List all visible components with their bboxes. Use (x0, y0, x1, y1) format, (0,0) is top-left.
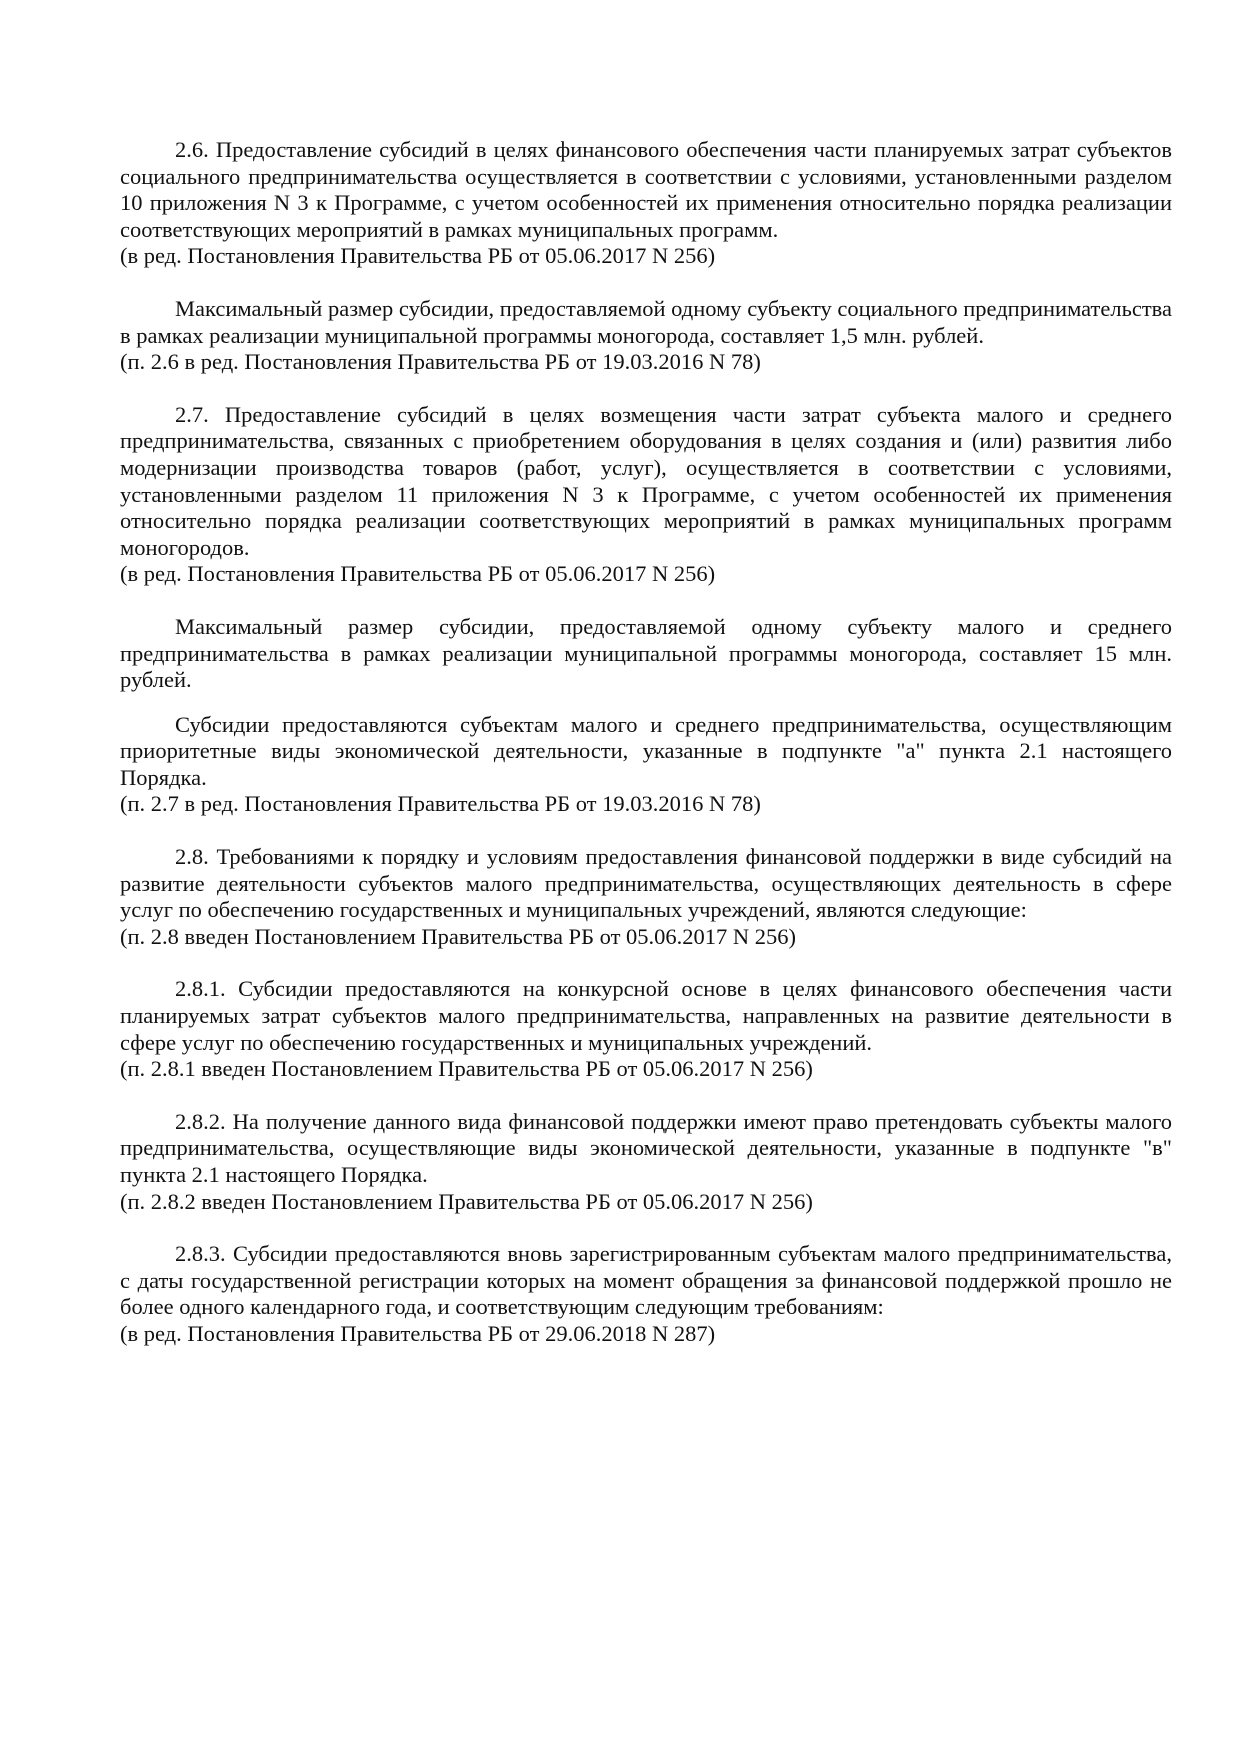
amendment-note: (в ред. Постановления Правительства РБ от 29.06.2018 N 287) (120, 1320, 716, 1346)
paragraph-2-8-3: 2.8.3. Субсидии предоставляются вновь зарегистрированным субъектам малого предпринимательства, с даты государственной регистрации которых на момент обращения за финансовой поддержкой прошло не более одного календарного года, и соответствующим следующим требованиям: (120, 1241, 1172, 1320)
paragraph-2-8: 2.8. Требованиями к порядку и условиям предоставления финансовой поддержки в виде субсидий на развитие деятельности субъектов малого предпринимательства, осуществляющих деятельность в сфере услуг по обеспечению государственных и муниципальных учреждений, являются следующие: (120, 844, 1172, 923)
amendment-note: (п. 2.6 в ред. Постановления Правительства РБ от 19.03.2016 N 78) (120, 349, 761, 375)
paragraph-2-6-max-subsidy: Максимальный размер субсидии, предоставляемой одному субъекту социального предпринимательства в рамках реализации муниципальной программы моногорода, составляет 1,5 млн. рублей. (120, 295, 1172, 348)
paragraph-2-7-recipients: Субсидии предоставляются субъектам малого и среднего предпринимательства, осуществляющим приоритетные виды экономической деятельности, указанные в подпункте "а" пункта 2.1 настоящего Порядка. (120, 711, 1172, 790)
paragraph-2-7-max-subsidy: Максимальный размер субсидии, предоставляемой одному субъекту малого и среднего предпринимательства в рамках реализации муниципальной программы моногорода, составляет 15 млн. рублей. (120, 613, 1172, 693)
paragraph-2-6: 2.6. Предоставление субсидий в целях финансового обеспечения части планируемых затрат субъектов социального предпринимательства осуществляется в соответствии с условиями, установленными разделом 10 приложения N 3 к Программе, с учетом особенностей их применения относительно порядка реализации соответствующих мероприятий в рамках муниципальных программ. (120, 137, 1172, 242)
amendment-note: (п. 2.7 в ред. Постановления Правительства РБ от 19.03.2016 N 78) (120, 791, 761, 817)
paragraph-2-7: 2.7. Предоставление субсидий в целях возмещения части затрат субъекта малого и среднего предпринимательства, связанных с приобретением оборудования в целях создания и (или) развития либо модернизации производства товаров (работ, услуг), осуществляется в соответствии с условиями, установленными разделом 11 приложения N 3 к Программе, с учетом особенностей их применения относительно порядка реализации соответствующих мероприятий в рамках муниципальных программ моногородов. (120, 401, 1172, 560)
amendment-note: (п. 2.8.2 введен Постановлением Правительства РБ от 05.06.2017 N 256) (120, 1188, 813, 1214)
amendment-note: (в ред. Постановления Правительства РБ от 05.06.2017 N 256) (120, 243, 716, 269)
amendment-note: (в ред. Постановления Правительства РБ от 05.06.2017 N 256) (120, 561, 716, 587)
document-page (120, 137, 1172, 1374)
amendment-note: (п. 2.8.1 введен Постановлением Правительства РБ от 05.06.2017 N 256) (120, 1056, 813, 1082)
paragraph-2-8-1: 2.8.1. Субсидии предоставляются на конкурсной основе в целях финансового обеспечения части планируемых затрат субъектов малого предпринимательства, направленных на развитие деятельности в сфере услуг по обеспечению государственных и муниципальных учреждений. (120, 976, 1172, 1055)
amendment-note: (п. 2.8 введен Постановлением Правительства РБ от 05.06.2017 N 256) (120, 923, 797, 949)
paragraph-2-8-2: 2.8.2. На получение данного вида финансовой поддержки имеют право претендовать субъекты малого предпринимательства, осуществляющие виды экономической деятельности, указанные в подпункте "в" пункта 2.1 настоящего Порядка. (120, 1108, 1172, 1187)
